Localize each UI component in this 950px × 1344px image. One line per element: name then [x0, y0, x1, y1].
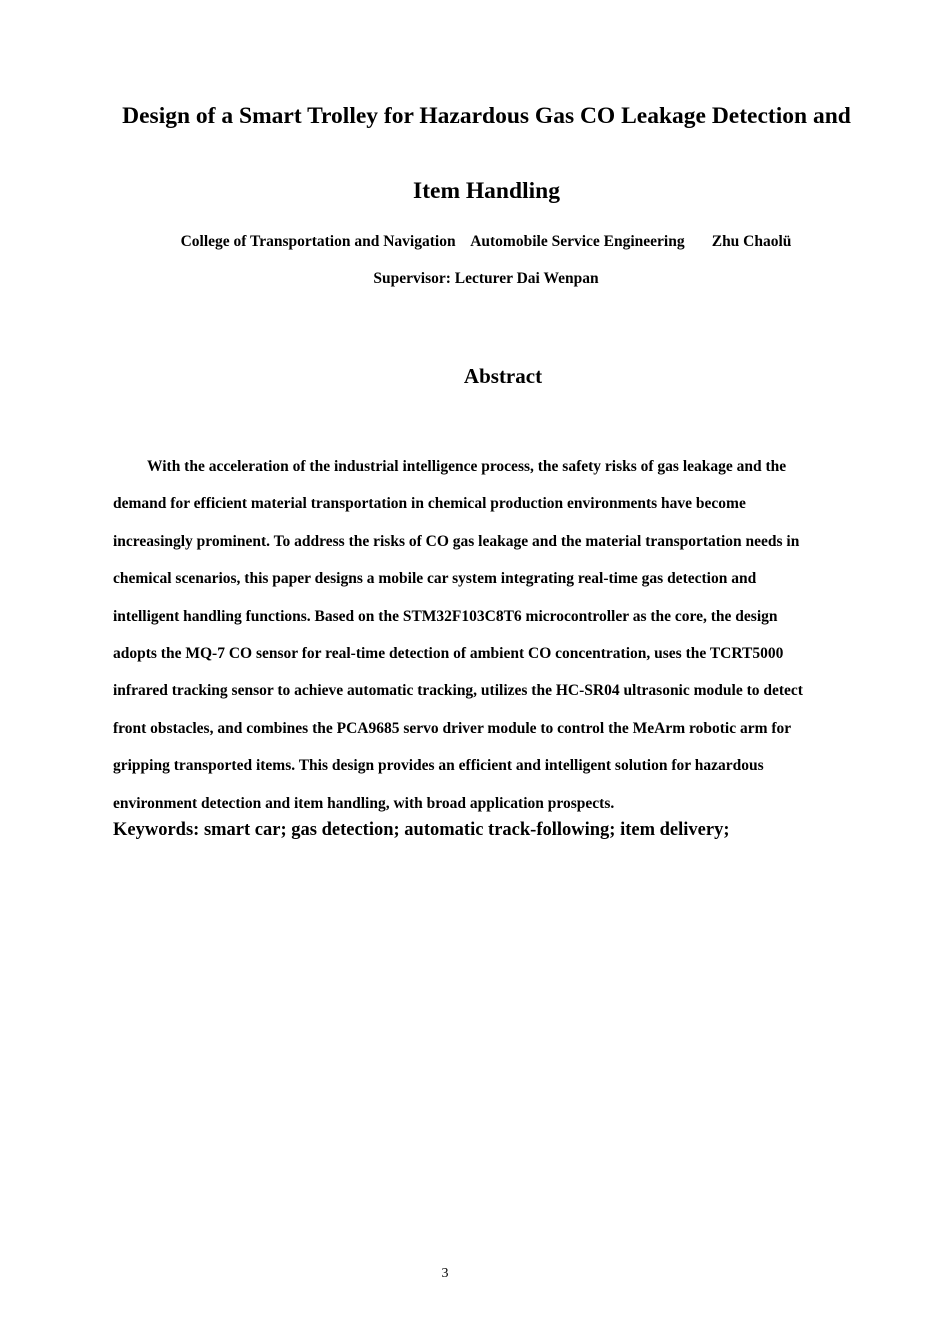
- abstract-line: increasingly prominent. To address the risks of CO gas leakage and the material transportation needs in: [113, 532, 800, 550]
- page-number: 3: [441, 1266, 449, 1281]
- abstract-line: infrared tracking sensor to achieve automatic tracking, utilizes the HC-SR04 ultrasonic module to detect: [113, 682, 803, 700]
- abstract-line: With the acceleration of the industrial intelligence process, the safety risks of gas leakage and the: [147, 458, 787, 475]
- supervisor-line: Supervisor: Lecturer Dai Wenpan: [373, 270, 599, 287]
- abstract-line: front obstacles, and combines the PCA9685 servo driver module to control the MeArm robotic arm for: [113, 719, 792, 737]
- abstract-line: gripping transported items. This design provides an efficient and intelligent solution for hazardous: [113, 757, 764, 775]
- paper-title-line-2: Item Handling: [413, 178, 560, 204]
- abstract-heading: Abstract: [463, 364, 543, 388]
- abstract-line: adopts the MQ-7 CO sensor for real-time detection of ambient CO concentration, uses the TCRT5000: [113, 644, 784, 662]
- abstract-line: environment detection and item handling, with broad application prospects.: [113, 794, 615, 812]
- abstract-line: demand for efficient material transportation in chemical production environments have become: [113, 495, 746, 513]
- abstract-body: [113, 448, 863, 822]
- keywords-line: Keywords: smart car; gas detection; automatic track-following; item delivery;: [113, 820, 730, 840]
- abstract-line: intelligent handling functions. Based on the STM32F103C8T6 microcontroller as the core, the design: [113, 607, 778, 625]
- paper-title-line-1: Design of a Smart Trolley for Hazardous Gas CO Leakage Detection and: [122, 103, 851, 129]
- abstract-line: chemical scenarios, this paper designs a mobile car system integrating real-time gas detection and: [113, 570, 757, 588]
- author-affiliation: College of Transportation and Navigation Automobile Service Engineering Zhu Chaolü: [180, 233, 792, 250]
